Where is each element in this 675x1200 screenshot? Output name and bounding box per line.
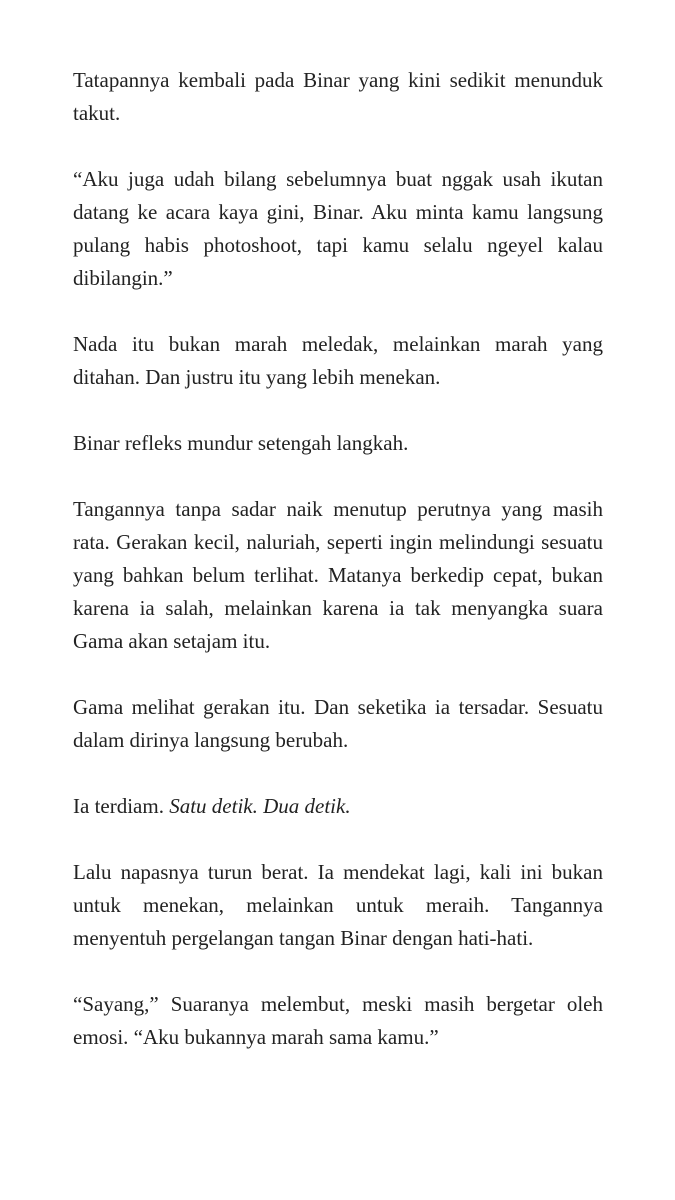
paragraph-4: Binar refleks mundur setengah langkah.	[73, 431, 409, 455]
paragraph-9: “Sayang,” Suaranya melembut, meski masih bergetar oleh emosi. “Aku bukannya marah sama kamu.”	[73, 992, 603, 1049]
paragraph-1: Tatapannya kembali pada Binar yang kini sedikit menunduk takut.	[73, 68, 603, 125]
paragraph-7-italic: Satu detik. Dua detik.	[169, 794, 351, 818]
paragraph-5: Tangannya tanpa sadar naik menutup perutnya yang masih rata. Gerakan kecil, naluriah, seperti ingin melindungi sesuatu yang bahkan belum terlihat. Matanya berkedip cepat, bukan karena ia salah, melainkan karena ia tak menyangka suara Gama akan setajam itu.	[73, 497, 603, 653]
paragraph-6: Gama melihat gerakan itu. Dan seketika ia tersadar. Sesuatu dalam dirinya langsung berubah.	[73, 695, 603, 752]
paragraph-8: Lalu napasnya turun berat. Ia mendekat lagi, kali ini bukan untuk menekan, melainkan untuk meraih. Tangannya menyentuh pergelangan tangan Binar dengan hati-hati.	[73, 860, 603, 950]
paragraph-2: “Aku juga udah bilang sebelumnya buat nggak usah ikutan datang ke acara kaya gini, Binar. Aku minta kamu langsung pulang habis photoshoot, tapi kamu selalu ngeyel kalau dibilangin.”	[73, 167, 603, 290]
story-text	[73, 64, 603, 1054]
paragraph-3: Nada itu bukan marah meledak, melainkan marah yang ditahan. Dan justru itu yang lebih menekan.	[73, 332, 603, 389]
paragraph-7-plain: Ia terdiam.	[73, 794, 170, 818]
paragraph-7	[73, 790, 603, 823]
